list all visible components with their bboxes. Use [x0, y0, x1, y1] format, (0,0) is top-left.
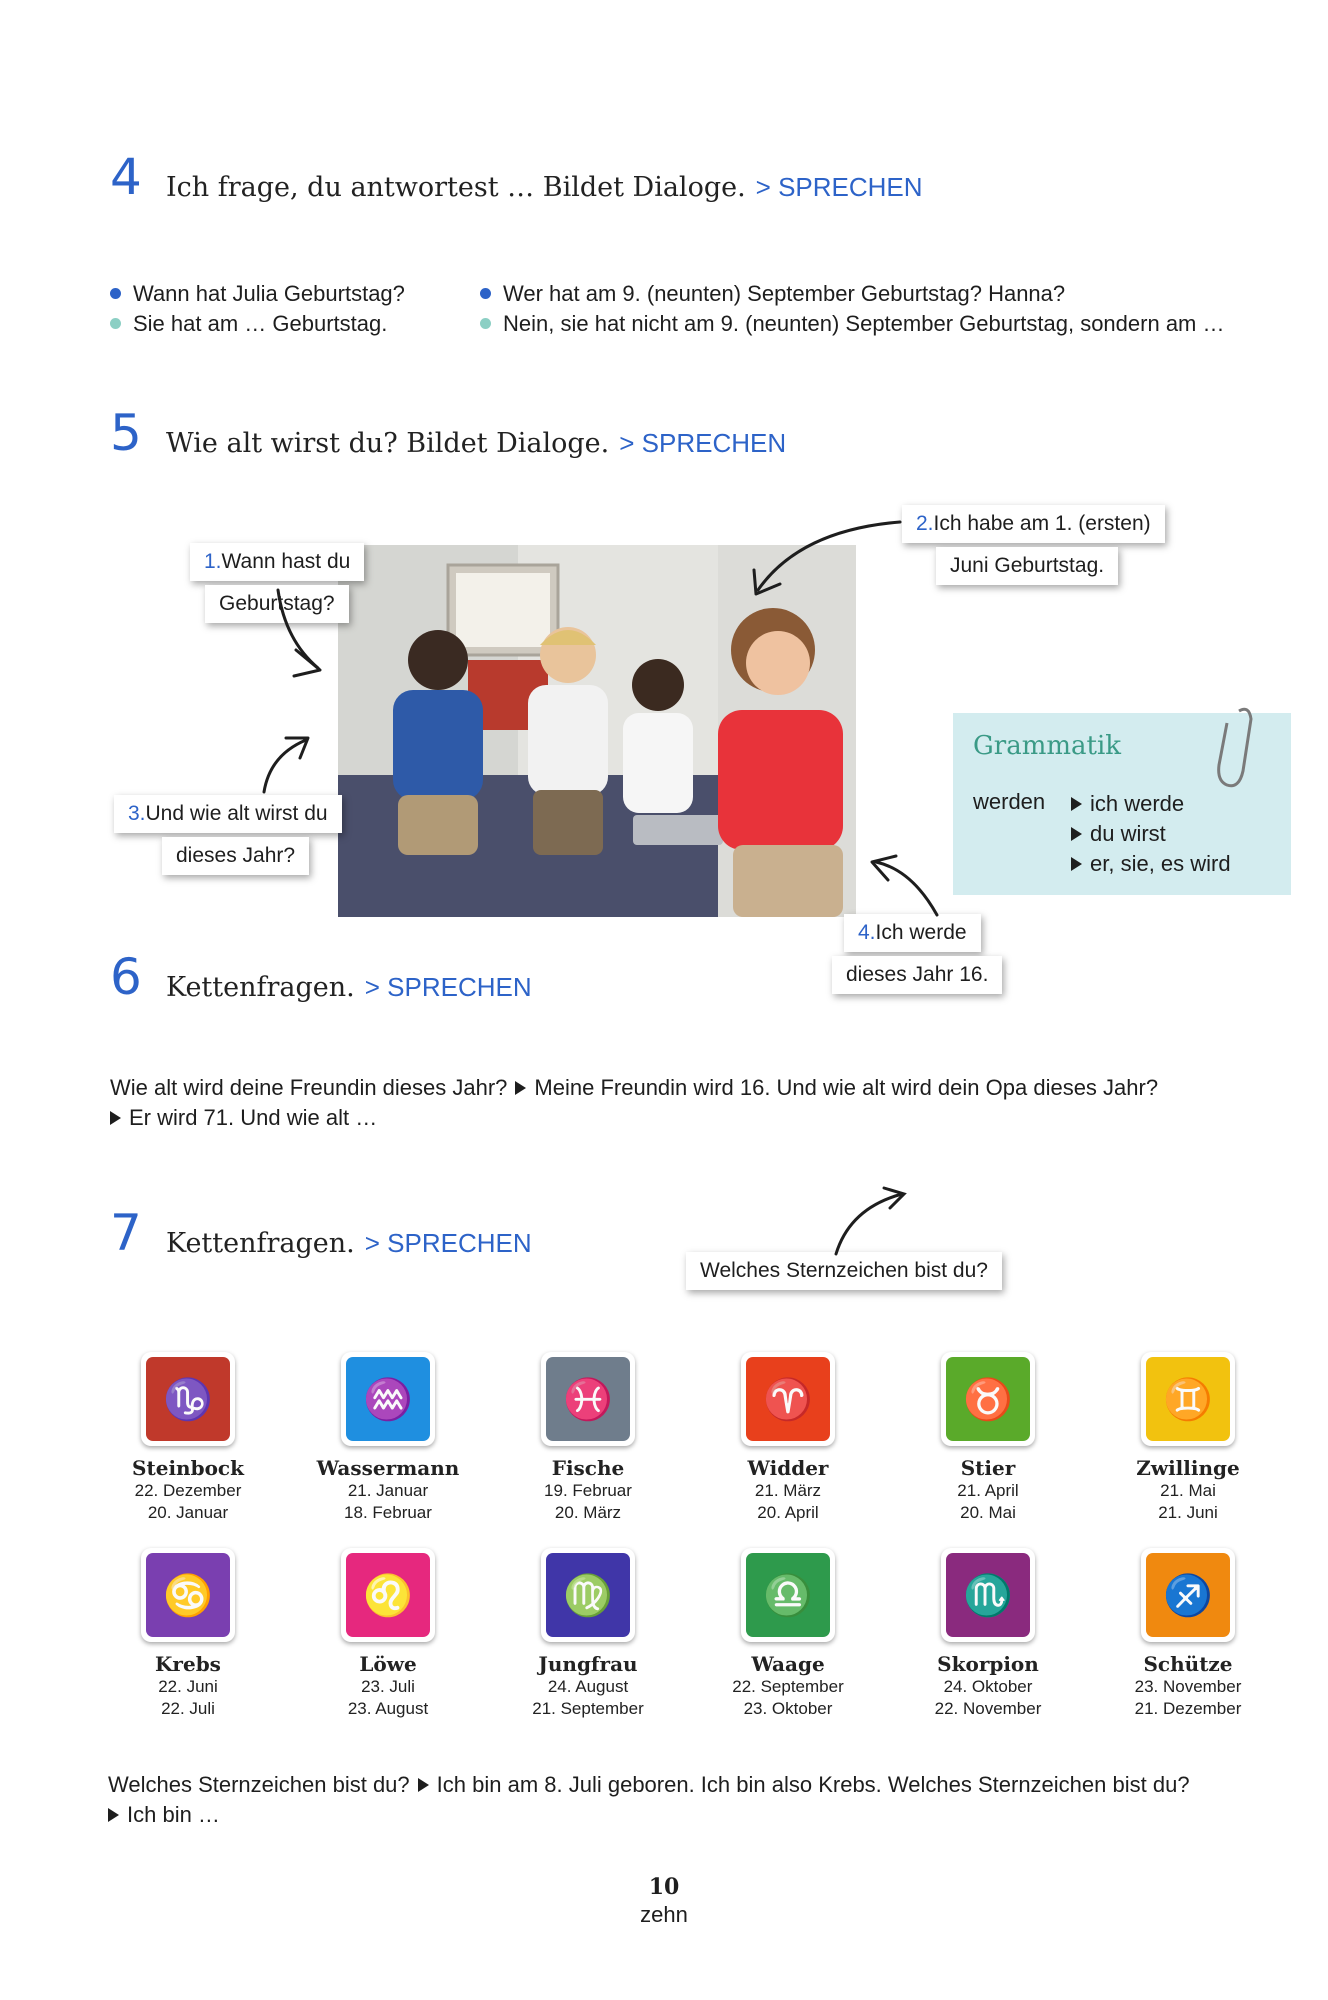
bubble-text: Und wie alt wirst du	[145, 802, 328, 825]
bubble-zodiac: Welches Sternzeichen bist du?	[686, 1252, 1002, 1290]
zodiac-date-end: 21. Dezember	[1134, 1699, 1242, 1718]
arrow-icon	[264, 740, 306, 792]
zodiac-jungfrau	[498, 1548, 678, 1720]
grammar-box	[953, 713, 1291, 895]
zodiac-date-end: 23. August	[347, 1699, 429, 1718]
arrow-icon	[876, 862, 937, 915]
zodiac-date-end: 20. März	[554, 1503, 622, 1522]
zodiac-date-start: 22. Juni	[158, 1677, 218, 1696]
zodiac-date-start: 23. Juli	[361, 1677, 415, 1696]
bubble-number: 1.	[204, 550, 222, 573]
zodiac-date-end: 21. September	[532, 1699, 644, 1718]
zodiac-date-end: 20. Januar	[147, 1503, 229, 1522]
exercise-7-number: 7	[110, 1204, 142, 1262]
zodiac-tile	[741, 1352, 835, 1446]
zodiac-date-start: 24. Oktober	[943, 1677, 1033, 1696]
zodiac-widder	[698, 1352, 878, 1524]
dialog-answer: Nein, sie hat nicht am 9. (neunten) September Geburtstag, sondern am …	[503, 311, 1225, 336]
zodiac-name: Schütze	[1143, 1652, 1233, 1676]
aquarius-icon: ♒	[346, 1357, 430, 1441]
exercise-5-number: 5	[110, 404, 142, 462]
zodiac-date-start: 21. Januar	[347, 1481, 429, 1500]
exercise-7-text	[108, 1770, 1190, 1830]
dialog-question: Wer hat am 9. (neunten) September Geburtstag? Hanna?	[503, 281, 1066, 306]
capricorn-icon: ♑	[146, 1357, 230, 1441]
exercise-6-number: 6	[110, 948, 142, 1006]
zodiac-date-end: 20. Mai	[960, 1503, 1016, 1522]
zodiac-tile	[141, 1548, 235, 1642]
grammar-form: ich werde	[1090, 791, 1185, 816]
grammar-forms	[1063, 789, 1231, 879]
zodiac-tile	[1141, 1352, 1235, 1446]
exercise-7-title: Kettenfragen.	[166, 1228, 355, 1259]
bubble-text: dieses Jahr 16.	[846, 963, 989, 986]
zodiac-stier	[898, 1352, 1078, 1524]
zodiac-tile	[341, 1548, 435, 1642]
scorpio-icon: ♏	[946, 1553, 1030, 1637]
zodiac-waage	[698, 1548, 878, 1720]
zodiac-tile	[941, 1548, 1035, 1642]
zodiac-date-end: 23. Oktober	[743, 1699, 833, 1718]
arrow-icon	[758, 522, 900, 590]
zodiac-grid	[98, 1352, 1268, 1742]
zodiac-name: Widder	[747, 1456, 829, 1480]
zodiac-tile	[341, 1352, 435, 1446]
exercise-6-text	[110, 1073, 1158, 1133]
zodiac-date-end: 22. November	[934, 1699, 1042, 1718]
zodiac-date-start: 23. November	[1134, 1677, 1242, 1696]
zodiac-zwillinge	[1098, 1352, 1278, 1524]
taurus-icon: ♉	[946, 1357, 1030, 1441]
cancer-icon: ♋	[146, 1553, 230, 1637]
zodiac-tile	[541, 1548, 635, 1642]
grammar-form: er, sie, es wird	[1090, 851, 1231, 876]
bubble-text: Ich werde	[875, 921, 967, 944]
zodiac-name: Skorpion	[937, 1652, 1039, 1676]
triangle-bullet-icon	[1071, 827, 1082, 841]
page-number-word: zehn	[640, 1902, 688, 1927]
zodiac-tile	[141, 1352, 235, 1446]
triangle-bullet-icon	[110, 1111, 121, 1125]
zodiac-name: Zwillinge	[1136, 1456, 1240, 1480]
zodiac-tile	[541, 1352, 635, 1446]
leo-icon: ♌	[346, 1553, 430, 1637]
libra-icon: ♎	[746, 1553, 830, 1637]
triangle-bullet-icon	[1071, 797, 1082, 811]
triangle-bullet-icon	[418, 1778, 429, 1792]
arrow-icon	[836, 1194, 902, 1254]
zodiac-date-end: 20. April	[757, 1503, 819, 1522]
paperclip-icon	[1209, 701, 1259, 797]
exercise-6-skill: > SPRECHEN	[364, 972, 532, 1002]
zodiac-name: Jungfrau	[538, 1652, 638, 1676]
zodiac-wassermann	[298, 1352, 478, 1524]
pointer-arrows-ex7	[820, 1182, 920, 1262]
zodiac-tile	[1141, 1548, 1235, 1642]
exercise-7-title-row	[166, 1228, 532, 1259]
bubble-text: Wann hast du	[221, 550, 351, 573]
zodiac-date-start: 24. August	[547, 1677, 629, 1696]
bubble-number: 3.	[128, 802, 146, 825]
zodiac-fische	[498, 1352, 678, 1524]
zodiac-date-end: 18. Februar	[344, 1503, 432, 1522]
exercise-4-skill: > SPRECHEN	[755, 172, 923, 202]
chain-answer: Ich bin …	[127, 1802, 220, 1827]
zodiac-name: Wassermann	[316, 1456, 460, 1480]
zodiac-name: Stier	[960, 1456, 1016, 1480]
sagittarius-icon: ♐	[1146, 1553, 1230, 1637]
bubble-text: Geburtstag?	[219, 592, 335, 615]
bubble-text: Ich habe am 1. (ersten)	[933, 512, 1151, 535]
zodiac-tile	[741, 1548, 835, 1642]
zodiac-name: Waage	[751, 1652, 825, 1676]
gemini-icon: ♊	[1146, 1357, 1230, 1441]
zodiac-schuetze	[1098, 1548, 1278, 1720]
triangle-bullet-icon	[108, 1808, 119, 1822]
zodiac-date-start: 19. Februar	[544, 1481, 632, 1500]
zodiac-date-start: 21. März	[754, 1481, 822, 1500]
chain-answer: Meine Freundin wird 16. Und wie alt wird dein Opa dieses Jahr?	[534, 1075, 1159, 1100]
bubble-text: Juni Geburtstag.	[950, 554, 1105, 577]
bubble-number: 4.	[858, 921, 876, 944]
exercise-7-skill: > SPRECHEN	[364, 1228, 532, 1258]
zodiac-name: Steinbock	[132, 1456, 244, 1480]
exercise-6-title-row	[166, 972, 532, 1003]
chain-question: Welches Sternzeichen bist du?	[108, 1772, 410, 1797]
zodiac-loewe	[298, 1548, 478, 1720]
zodiac-krebs	[98, 1548, 278, 1720]
triangle-bullet-icon	[515, 1081, 526, 1095]
arrow-icon	[278, 590, 318, 668]
page-footer	[0, 1874, 1328, 1928]
zodiac-name: Fische	[551, 1456, 625, 1480]
zodiac-date-start: 22. Dezember	[134, 1481, 242, 1500]
exercise-5-title: Wie alt wirst du? Bildet Dialoge.	[166, 428, 610, 459]
chain-answer: Ich bin am 8. Juli geboren. Ich bin also Krebs. Welches Sternzeichen bist du?	[436, 1772, 1190, 1797]
zodiac-date-end: 22. Juli	[161, 1699, 215, 1718]
aries-icon: ♈	[746, 1357, 830, 1441]
zodiac-name: Krebs	[155, 1652, 221, 1676]
exercise-5-skill: > SPRECHEN	[619, 428, 787, 458]
zodiac-skorpion	[898, 1548, 1078, 1720]
grammar-verb: werden	[973, 789, 1046, 814]
chain-question: Wie alt wird deine Freundin dieses Jahr?	[110, 1075, 508, 1100]
zodiac-date-end: 21. Juni	[1158, 1503, 1218, 1522]
dialog-question: Wann hat Julia Geburtstag?	[133, 281, 405, 306]
zodiac-steinbock	[98, 1352, 278, 1524]
pisces-icon: ♓	[546, 1357, 630, 1441]
zodiac-date-start: 21. Mai	[1160, 1481, 1216, 1500]
triangle-bullet-icon	[1071, 857, 1082, 871]
bubble-number: 2.	[916, 512, 934, 535]
zodiac-date-start: 21. April	[957, 1481, 1019, 1500]
exercise-4-title: Ich frage, du antwortest … Bildet Dialoge.	[166, 172, 746, 203]
zodiac-date-start: 22. September	[732, 1677, 844, 1696]
exercise-6-title: Kettenfragen.	[166, 972, 355, 1003]
dialog-answer: Sie hat am … Geburtstag.	[133, 311, 388, 336]
zodiac-name: Löwe	[359, 1652, 417, 1676]
virgo-icon: ♍	[546, 1553, 630, 1637]
grammar-title: Grammatik	[973, 731, 1122, 761]
arrow-head-icon	[294, 650, 320, 676]
zodiac-tile	[941, 1352, 1035, 1446]
chain-answer: Er wird 71. Und wie alt …	[129, 1105, 378, 1130]
exercise-4-number: 4	[110, 148, 142, 206]
bubble-text: dieses Jahr?	[176, 844, 296, 867]
grammar-form: du wirst	[1090, 821, 1166, 846]
page-number: 10	[648, 1874, 680, 1900]
